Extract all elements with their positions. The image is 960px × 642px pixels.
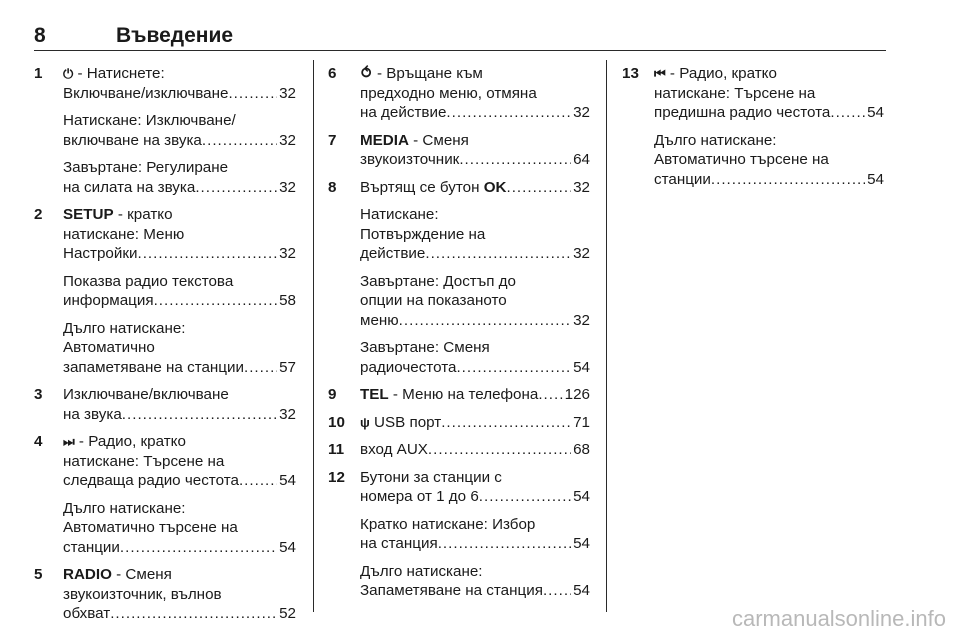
power-icon: ⏻ [63, 66, 74, 81]
page-ref[interactable]: 54 [573, 358, 590, 376]
page-ref[interactable]: 32 [573, 311, 590, 329]
page-ref[interactable]: 68 [573, 441, 590, 458]
toc-line: ψ USB порт ..... 71 [360, 413, 590, 433]
toc-line: следваща радио честота ..... 54 [63, 471, 296, 491]
header-rule [34, 50, 886, 51]
list-item-8: 8 Въртящ се бутон OK ..... 32 Натискане: Потвърждение на действие ..... 32 Завъртане: Достъп до опции на показаното меню ..... 32 Завъртане: Сменя радиочестота ..... 54 [328, 178, 590, 378]
key-label: MEDIA [360, 131, 409, 149]
page-ref[interactable]: 54 [279, 538, 296, 556]
item-number: 5 [34, 566, 43, 583]
column-2 [328, 64, 590, 609]
toc-line: информация ..... 58 [63, 291, 296, 311]
page-ref[interactable]: 32 [279, 84, 296, 102]
page-ref[interactable]: 32 [573, 104, 590, 121]
item-number: 7 [328, 131, 337, 149]
list-item-6: 6 ⥀ - Връщане към предходно меню, отмяна на действие ..... 32 [328, 64, 590, 123]
toc-line: станции ..... 54 [654, 170, 884, 190]
page-ref[interactable]: 52 [279, 605, 296, 622]
toc-line: Запаметяване на станция ..... 54 [360, 581, 590, 601]
toc-line: обхват ..... 52 [63, 604, 296, 624]
toc-line: предишна радио честота ..... 54 [654, 103, 884, 123]
item-number: 3 [34, 386, 43, 403]
toc-line: Въртящ се бутон OK ..... 32 [360, 178, 590, 198]
item-number: 6 [328, 65, 337, 82]
page-ref[interactable]: 54 [867, 104, 884, 121]
skip-forward-icon: ⏭ [63, 434, 75, 449]
item-number: 8 [328, 178, 337, 196]
key-label: SETUP [63, 206, 114, 223]
toc-line: запаметяване на станции ..... 57 [63, 358, 296, 378]
list-item-1: 1 ⏻ - Натиснете: Включване/изключване ..... 32 Натискане: Изключване/ включване на звука ..... 32 Завъртане: Регулиране на силата на звука ..... 32 [34, 64, 296, 197]
toc-line: звукоизточник ..... 64 [360, 150, 590, 170]
list-item-11 [328, 440, 590, 460]
list-item-7: 7 MEDIA - Сменя звукоизточник ..... 64 [328, 131, 590, 170]
list-item-10 [328, 413, 590, 433]
toc-line: TEL - Меню на телефона ..... 126 [360, 385, 590, 405]
key-label: OK [483, 178, 507, 196]
column-divider-2 [606, 60, 607, 612]
key-label: TEL [360, 386, 389, 403]
page-ref[interactable]: 54 [573, 488, 590, 505]
page-ref[interactable]: 32 [279, 245, 296, 262]
page-ref[interactable]: 126 [564, 386, 590, 403]
key-label: RADIO [63, 566, 112, 583]
toc-line: на силата на звука ..... 32 [63, 178, 296, 198]
page-header [34, 24, 886, 52]
page-ref[interactable]: 64 [573, 151, 590, 168]
list-item-12: 12 Бутони за станции с номера от 1 до 6 ..... 54 Кратко натискане: Избор на станция ..... 54 Дълго натискане: Запаметяване на станция ..... 54 [328, 468, 590, 601]
page-ref[interactable]: 54 [279, 472, 296, 489]
page-ref[interactable]: 54 [573, 535, 590, 552]
toc-line: Включване/изключване ..... 32 [63, 84, 296, 104]
list-item-2: 2 SETUP - кратко натискане: Меню Настройки ..... 32 Показва радио текстова информация ..... 58 Дълго натискане: Автоматично запаметяване на станции ..... 57 [34, 205, 296, 377]
page-ref[interactable]: 32 [279, 178, 296, 196]
toc-line: Настройки ..... 32 [63, 244, 296, 264]
skip-back-icon: ⏮ [654, 66, 666, 81]
item-number: 1 [34, 65, 43, 82]
toc-line: радиочестота ..... 54 [360, 358, 590, 378]
page-number: 8 [34, 24, 46, 47]
watermark: carmanualsonline.info [731, 606, 946, 631]
page-ref[interactable]: 71 [573, 413, 590, 431]
back-arrow-icon: ⥀ [360, 65, 373, 82]
page-ref[interactable]: 54 [867, 170, 884, 188]
item-number: 11 [328, 441, 345, 458]
toc-line: на станция ..... 54 [360, 534, 590, 554]
page-ref[interactable]: 57 [279, 358, 296, 376]
column-1 [34, 64, 296, 632]
toc-line: на звука ..... 32 [63, 405, 296, 425]
item-number: 9 [328, 386, 337, 403]
item-number: 2 [34, 206, 43, 223]
page-ref[interactable]: 54 [573, 582, 590, 599]
toc-line: меню ..... 32 [360, 311, 590, 331]
list-item-5: 5 RADIO - Сменя звукоизточник, вълнов обхват ..... 52 [34, 565, 296, 624]
page-title: Въведение [116, 24, 234, 47]
toc-line: действие ..... 32 [360, 244, 590, 264]
list-item-9 [328, 385, 590, 405]
toc-line: станции ..... 54 [63, 538, 296, 558]
usb-icon: ψ [360, 414, 370, 430]
list-item-4: 4 ⏭ - Радио, кратко натискане: Търсене на следваща радио честота ..... 54 Дълго натискане: Автоматично търсене на станции ..... 54 [34, 432, 296, 557]
toc-line: на действие ..... 32 [360, 103, 590, 123]
list-item-3: 3 Изключване/включване на звука ..... 32 [34, 385, 296, 424]
item-number: 10 [328, 413, 345, 431]
item-number: 13 [622, 65, 639, 82]
page-ref[interactable]: 32 [573, 178, 590, 196]
page-ref[interactable]: 58 [279, 292, 296, 309]
column-divider-1 [313, 60, 314, 612]
page-ref[interactable]: 32 [279, 131, 296, 149]
toc-line: включване на звука ..... 32 [63, 131, 296, 151]
item-number: 4 [34, 433, 43, 450]
page-ref[interactable]: 32 [573, 245, 590, 262]
item-number: 12 [328, 468, 345, 486]
toc-line: номера от 1 до 6 ..... 54 [360, 487, 590, 507]
column-3 [622, 64, 884, 197]
list-item-13: 13 ⏮ - Радио, кратко натискане: Търсене на предишна радио честота ..... 54 Дълго натискане: Автоматично търсене на станции ..... 54 [622, 64, 884, 189]
page-ref[interactable]: 32 [279, 405, 296, 423]
toc-line: вход AUX ..... 68 [360, 440, 590, 460]
